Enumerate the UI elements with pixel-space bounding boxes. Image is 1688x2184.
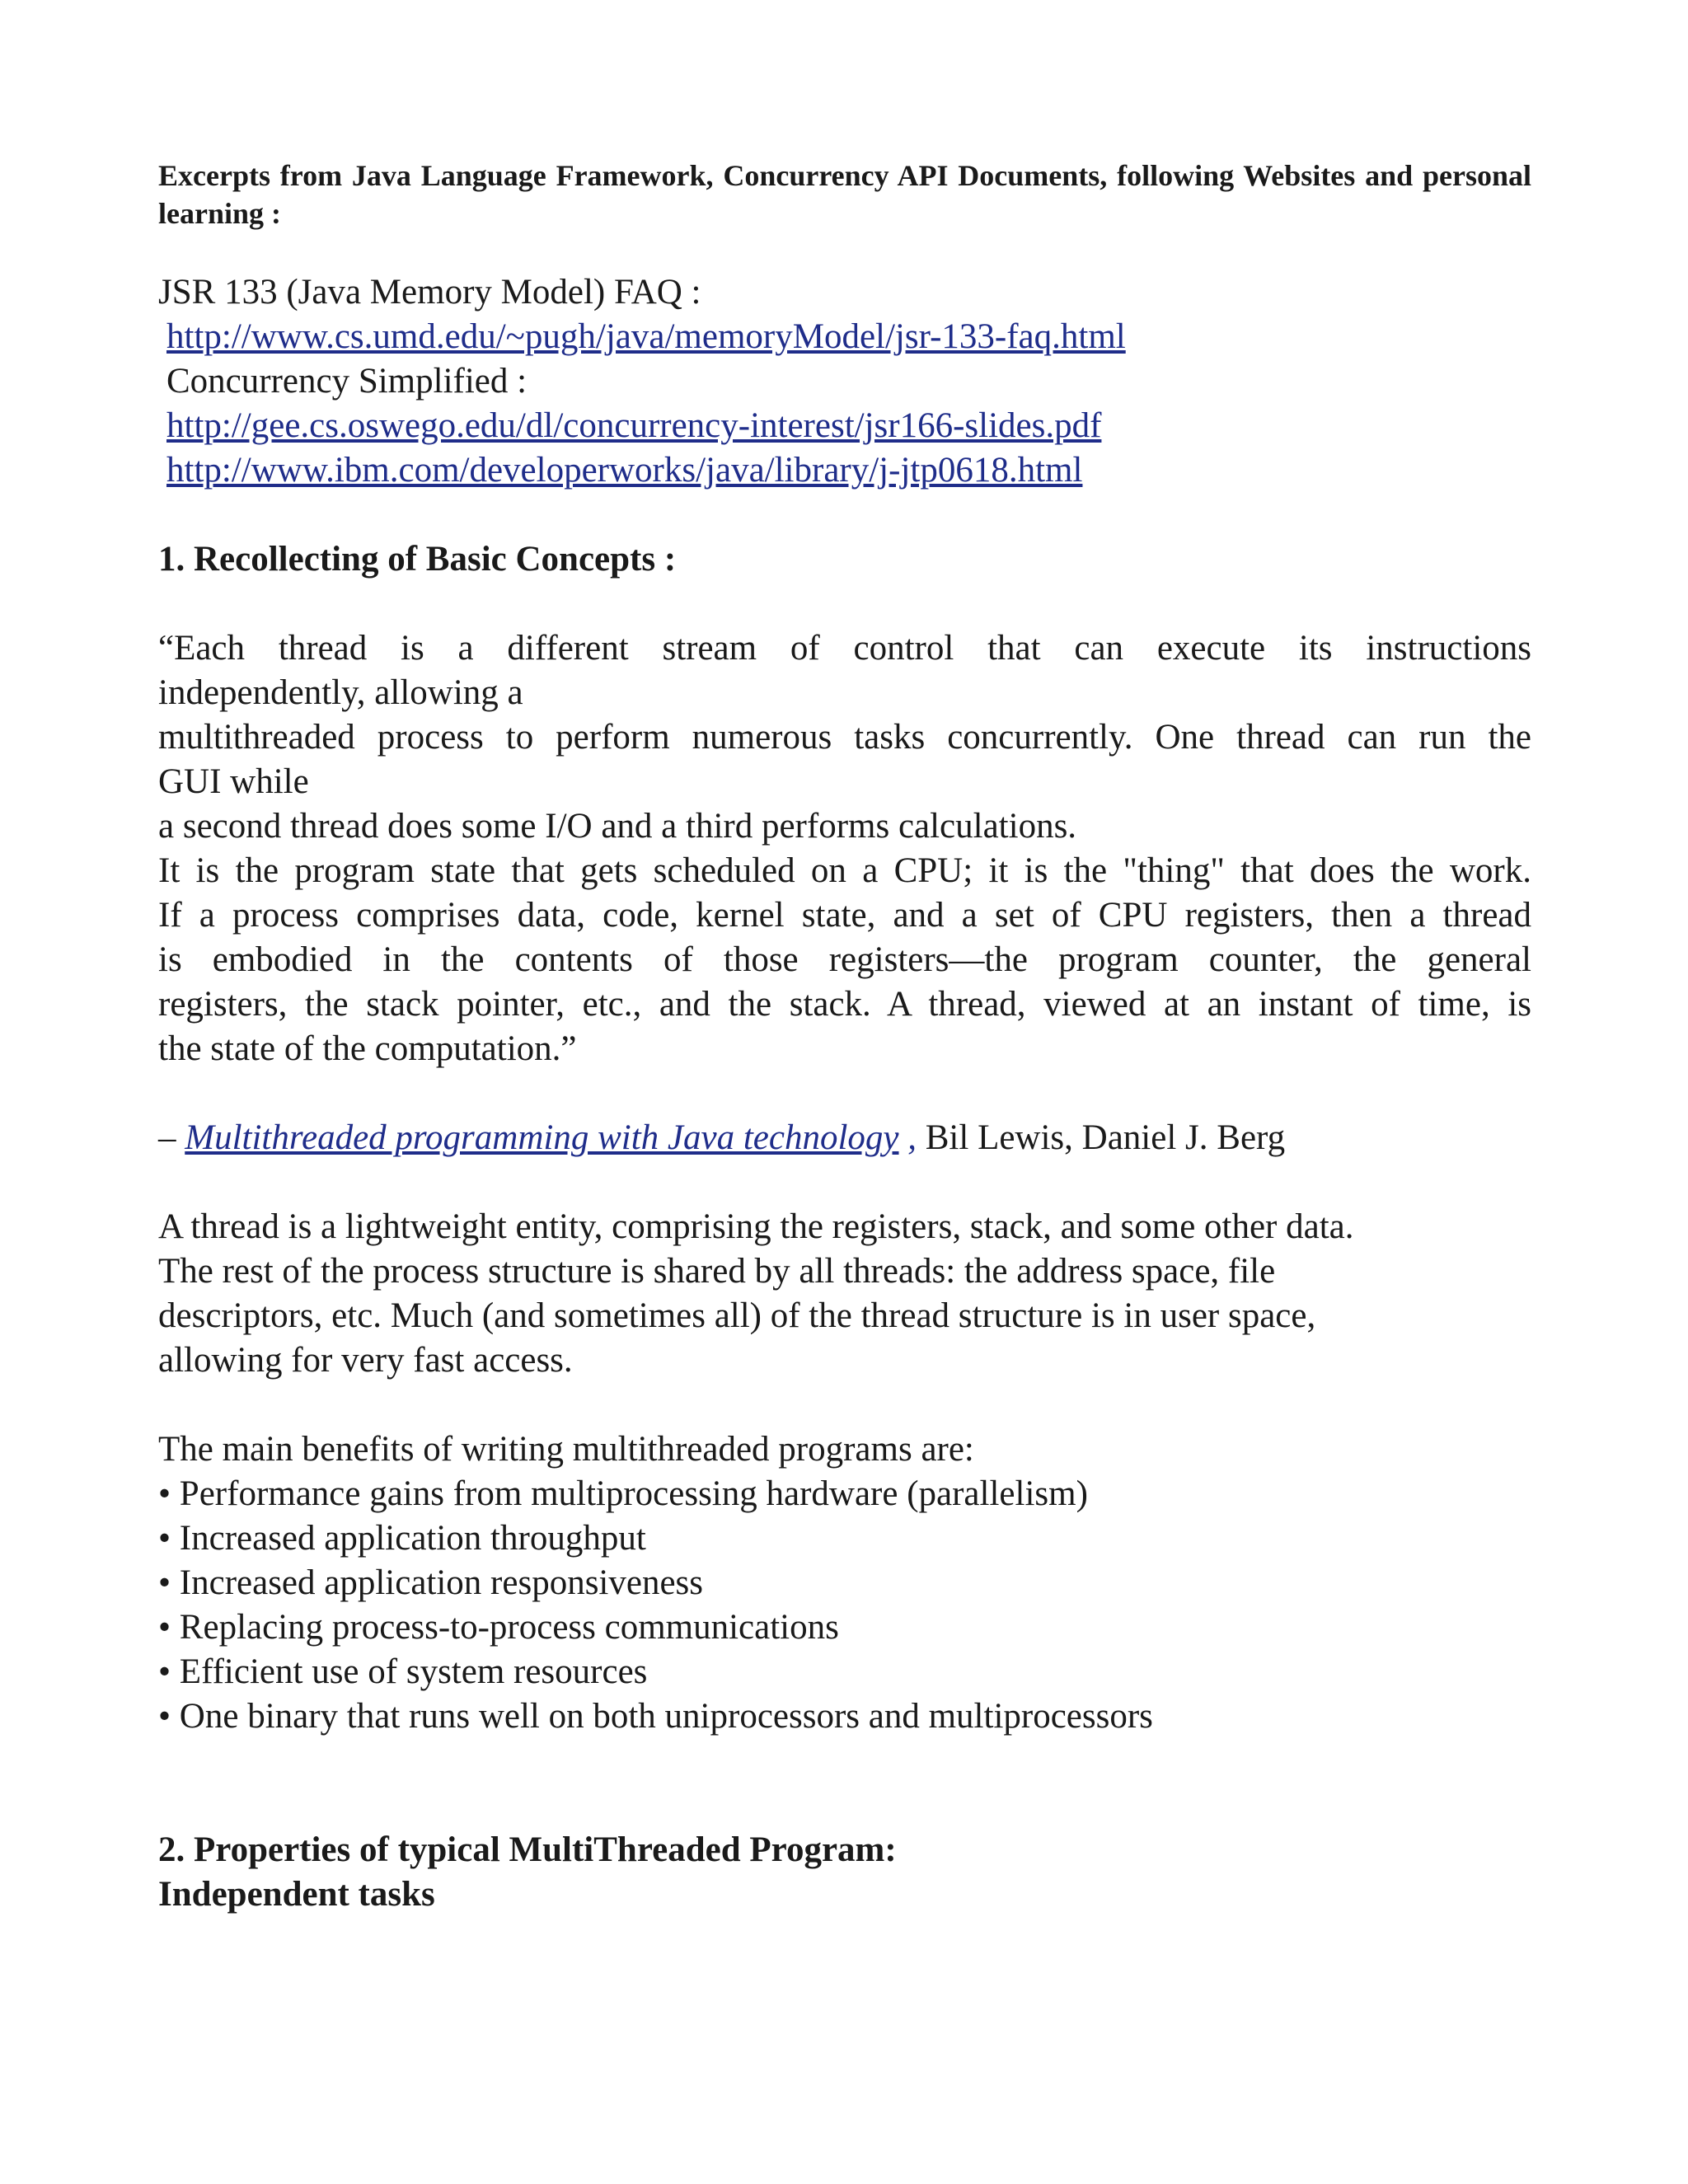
book-title-link[interactable]: Multithreaded programming with Java technology [185,1118,899,1157]
quote-line: independently, allowing a [158,673,523,712]
document-page [158,157,1531,1917]
jmm-faq-label: JSR 133 (Java Memory Model) FAQ : [158,273,701,312]
attribution-dash: – [158,1118,176,1157]
list-item: • Efficient use of system resources [158,1652,648,1691]
jsr166-slides-link[interactable]: http://gee.cs.oswego.edu/dl/concurrency-interest/jsr166-slides.pdf [166,406,1102,445]
concurrency-simplified-label: Concurrency Simplified : [166,362,528,401]
benefits-intro: The main benefits of writing multithreaded programs are: [158,1430,974,1469]
list-item: • One binary that runs well on both uniprocessors and multiprocessors [158,1697,1153,1736]
attribution-comma: , [907,1118,917,1157]
book-authors: Bil Lewis, Daniel J. Berg [925,1118,1286,1157]
section-1-heading: 1. Recollecting of Basic Concepts : [158,540,677,579]
quote-line: GUI while [158,762,309,801]
section-2-heading-block [158,1828,1531,1917]
list-item: • Performance gains from multiprocessing hardware (parallelism) [158,1474,1088,1513]
quote-line: multithreaded process to perform numerous tasks concurrently. One thread can run the [158,718,1531,757]
paragraph-line: A thread is a lightweight entity, comprising the registers, stack, and some other data. [158,1207,1354,1246]
reference-links [158,270,1531,493]
paragraph-line: allowing for very fast access. [158,1341,573,1380]
paragraph-line: descriptors, etc. Much (and sometimes all) of the thread structure is in user space, [158,1296,1316,1335]
quote-line: registers, the stack pointer, etc., and the stack. A thread, viewed at an instant of time, is [158,985,1531,1024]
quote-line: the state of the computation.” [158,1029,577,1068]
quote-line: It is the program state that gets scheduled on a CPU; it is the "thing" that does the work. [158,851,1531,890]
thread-quote [158,626,1531,1071]
benefits-section [158,1427,1531,1739]
quote-attribution [158,1116,1531,1160]
list-item: • Replacing process-to-process communications [158,1608,839,1647]
thread-definition [158,1205,1531,1383]
section-2-subheading: Independent tasks [158,1875,435,1914]
ibm-article-link[interactable]: http://www.ibm.com/developerworks/java/library/j-jtp0618.html [166,451,1083,490]
section-2-heading: 2. Properties of typical MultiThreaded Program: [158,1830,897,1869]
intro-text: Excerpts from Java Language Framework, Concurrency API Documents, following Websites and personal learning : [158,159,1531,230]
list-item: • Increased application throughput [158,1519,646,1558]
jmm-faq-link[interactable]: http://www.cs.umd.edu/~pugh/java/memoryModel/jsr-133-faq.html [166,317,1126,356]
paragraph-line: The rest of the process structure is shared by all threads: the address space, file [158,1252,1276,1291]
benefits-list [158,1472,1531,1739]
quote-line: If a process comprises data, code, kernel state, and a set of CPU registers, then a thread [158,896,1531,935]
list-item: • Increased application responsiveness [158,1563,704,1602]
quote-line: “Each thread is a different stream of control that can execute its instructions [158,629,1531,668]
quote-line: a second thread does some I/O and a third performs calculations. [158,807,1077,846]
quote-line: is embodied in the contents of those registers—the program counter, the general [158,940,1531,979]
